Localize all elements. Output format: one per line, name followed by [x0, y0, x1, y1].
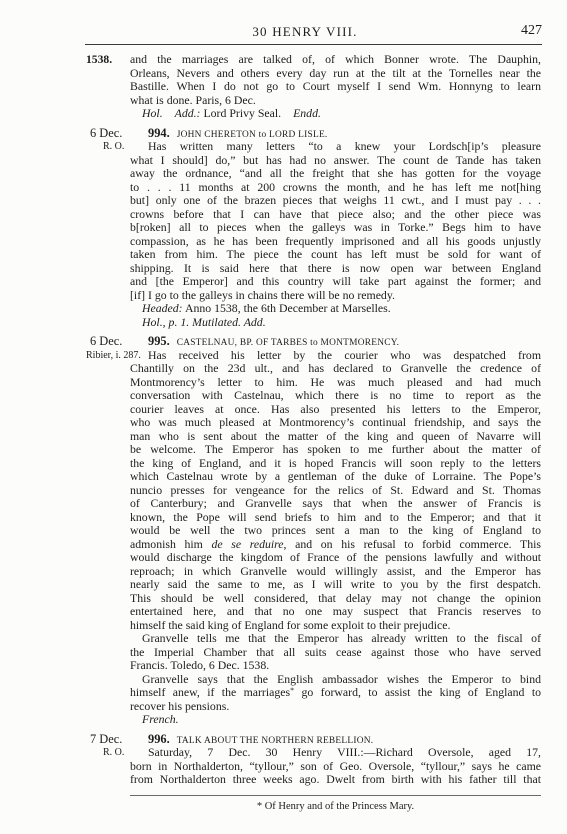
body-line: Has received his letter by the courier who was despatched from: [148, 347, 541, 362]
entry-heading: [130, 733, 541, 747]
french-phrase: de se reduire: [211, 536, 284, 551]
footnote: * Of Henry and of the Princess Mary.: [256, 801, 415, 812]
margin-date: 6 Dec.: [90, 334, 123, 348]
entry-title: TALK ABOUT THE NORTHERN REBELLION.: [176, 735, 374, 746]
body-line: would discharge the kingdom of France of the pensions lawfully and without: [130, 550, 541, 564]
body-line: man who is sent about the matter of the king and queen of Navarre will: [130, 428, 541, 443]
entry-number: 995.: [148, 334, 170, 348]
body-line: and [the Emperor] and this country will take part against the former; and: [130, 274, 541, 288]
body-line: Granvelle tells me that the Emperor has already written to the fiscal of: [142, 631, 541, 645]
entry-title: JOHN CHERETON to LORD LISLE.: [176, 129, 328, 140]
body-line: This should be well considered, that delay may not change the opinion: [130, 590, 541, 605]
headed-label: Headed:: [142, 301, 183, 315]
body-line: recover his pensions.: [130, 698, 230, 713]
entry-heading: [130, 127, 541, 141]
margin-year: 1538.: [86, 53, 113, 66]
body-line: Chantilly on the 23d ult., and has declared to Granvelle the credence of: [130, 361, 541, 375]
line-segment: himself anew, if the marriages: [130, 685, 291, 699]
line-segment: admonish him: [130, 536, 212, 551]
body-line: reproach; in which Granvelle would willingly assist, and the Emperor has: [130, 563, 541, 578]
headed-line: [130, 302, 541, 316]
entry-heading: [130, 335, 541, 349]
headed-text: Anno 1538, the 6th December at Marselles.: [184, 301, 391, 315]
body-line: nuncio presses for vengeance for the relics of St. Edward and St. Thomas: [130, 482, 541, 497]
body-line: Francis. Toledo, 6 Dec. 1538.: [130, 658, 270, 672]
margin-source: R. O.: [103, 747, 125, 758]
entry-number: 996.: [148, 731, 170, 746]
body-line: taken from him. The piece the count has left must be sold for want of: [130, 247, 541, 261]
body-line: be welcome. The Emperor has spoken to me further about the matter of: [130, 442, 541, 456]
footnote-rule: [130, 795, 541, 796]
body-line: shipping. It is said here that there is now open war between England: [130, 260, 541, 275]
language-note: French.: [142, 712, 179, 726]
continuation-block: [130, 53, 541, 121]
document-note: Hol., p. 1. Mutilated. Add.: [142, 314, 266, 329]
body-line: Has written many letters “to a knew your Lordsch[ip’s pleasure: [148, 139, 541, 153]
body-line: which Castelnau wrote by a gentleman of the duke of Lorraine. The Pope’s: [130, 469, 541, 483]
body-line: [130, 686, 541, 700]
body-line: but] only one of the brazen pieces that weighs 11 cwt., and I must pay . . .: [130, 193, 541, 207]
body-line: to . . . 11 months at 200 crowns the month, and he has left me not[hing: [130, 179, 541, 194]
note-add: Add.:: [174, 106, 201, 120]
body-line: the Imperial Chamber that all suits cease against those who have served: [130, 644, 541, 659]
body-line: of Canterbury; and Granvelle says that when the answer of Francis is: [130, 496, 541, 510]
body-line: himself the said king of England for some exploit to their prejudice.: [130, 617, 451, 632]
body-line: Montmorency’s letter to him. He was much pleased and had much: [130, 374, 541, 389]
body-line: known, the Pope will send briefs to him and to the Emperor; and that it: [130, 509, 541, 524]
body-line: born in Northalderton, “tyllour,” son of Geo. Oversole, “tyllour,” says he came: [130, 758, 541, 773]
body-line: what is done. Paris, 6 Dec.: [130, 92, 256, 107]
note-endd: Endd.: [293, 106, 321, 120]
footnote-marker: *: [290, 686, 295, 695]
entry-number: 994.: [148, 125, 170, 140]
body-line: Bastille. When I do not go to Court myself I send Wm. Honnyng to learn: [130, 79, 541, 93]
note-hol: Hol.: [142, 106, 163, 120]
body-line: what I should] do,” but has had no answer. The count de Tande has taken: [130, 152, 541, 167]
body-line: [if] I go to the galleys in chains there will be no remedy.: [130, 287, 395, 302]
body-line: Orleans, Nevers and others every day run at the tilt at the Tornelles near the: [130, 65, 541, 80]
body-line: who was much pleased at Montmorency’s continual friendship, and says the: [130, 415, 541, 429]
margin-source: R. O.: [103, 141, 125, 152]
body-line: nearly said the same to me, as I will write to you by the first despatch.: [130, 577, 541, 591]
body-line: Granvelle says that the English ambassador wishes the Emperor to bind: [142, 671, 541, 686]
body-line: would be well the two princes sent a man to the king of England to: [130, 523, 541, 537]
body-line: crowns before that I can have that piece also; and the other piece was: [130, 206, 541, 221]
margin-source: Ribier, i. 287.: [86, 349, 141, 361]
entry-996: [130, 733, 541, 787]
header-rule: [85, 44, 542, 45]
body-line: and the marriages are talked of, of which Bonner wrote. The Dauphin,: [130, 52, 541, 66]
body-line: [130, 538, 541, 552]
line-segment: go forward, to assist the king of England to: [294, 685, 541, 699]
body-line: the king of England, and it is hoped Francis will soon reply to the letters: [130, 455, 541, 470]
margin-date: 6 Dec.: [90, 125, 123, 140]
running-title: 30 HENRY VIII.: [252, 24, 358, 39]
body-line: away the ordnance, “and all the freight that she has gotten for the voyage: [130, 166, 541, 180]
body-line: entertained here, and that no one may suspect that Francis reserves to: [130, 604, 541, 618]
body-line: conversation with Castelnau, which there is no time to report as the: [130, 388, 541, 402]
body-line: b[roken] all to pieces when the galleys was in Torke.” Begs him to have: [130, 220, 541, 234]
margin-date: 7 Dec.: [90, 731, 123, 746]
line-segment: , and on his refusal to forbid commerce. This: [283, 536, 542, 551]
body-line: compassion, as he has been frequently imprisoned and all his goods unjustly: [130, 233, 541, 248]
entry-title: CASTELNAU, BP. OF TARBES to MONTMORENCY.: [176, 338, 400, 348]
page-number: 427: [521, 23, 542, 38]
body-line: from Northalderton three weeks ago. Dwelt from birth with his father till that: [130, 772, 541, 786]
entry-995: [130, 335, 541, 727]
entry-994: [130, 127, 541, 330]
document-note: [130, 107, 541, 121]
body-line: Saturday, 7 Dec. 30 Henry VIII.:—Richard Oversole, aged 17,: [148, 745, 541, 759]
body-line: courier leaves at once. Has also presented his letters to the Emperor,: [130, 401, 541, 416]
note-addressee: Lord Privy Seal.: [203, 106, 282, 120]
